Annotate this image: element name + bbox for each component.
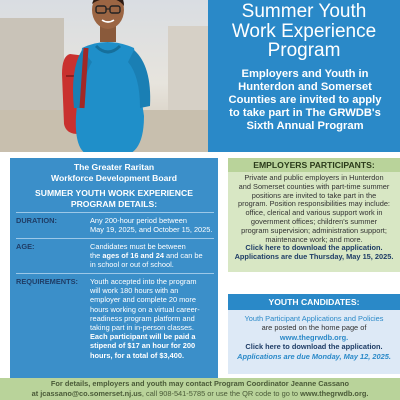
subtitle-line: Hunterdon and Somerset	[238, 81, 372, 93]
body-line: and Somerset counties with part-time summer	[238, 181, 390, 191]
stipend-line: Each participant will be paid a	[90, 332, 196, 342]
value-line	[90, 251, 216, 260]
value-line: May 19, 2025, and October 15, 2025.	[90, 225, 213, 235]
age-range: ages of 16 and 24	[102, 251, 164, 261]
requirements-label: REQUIREMENTS:	[16, 277, 79, 286]
stipend-line: stipend of $17 an hour for 200	[90, 341, 196, 351]
subtitle-line: Sixth Annual Program	[246, 120, 364, 132]
youth-download-link[interactable]: Click here to download the application.	[245, 342, 383, 352]
body-line: program supervision; administration support;	[241, 225, 387, 235]
program-details-panel	[10, 158, 218, 378]
subtitle-line: Counties are invited to apply	[228, 94, 382, 106]
org-line: The Greater Raritan	[73, 162, 155, 172]
heading-line: SUMMER YOUTH WORK EXPERIENCE	[35, 188, 193, 198]
organization-name	[10, 162, 218, 184]
age-value	[90, 242, 216, 270]
title-line: Program	[267, 40, 341, 61]
value-line: Candidates must be between	[90, 242, 186, 251]
employers-heading: EMPLOYERS PARTICIPANTS:	[228, 158, 400, 172]
program-details-heading	[10, 188, 218, 210]
youth-due-date: Applications are due Monday, May 12, 2025.	[237, 351, 391, 361]
youth-applications-link[interactable]: Youth Participant Applications and Policies	[244, 314, 384, 323]
employers-panel	[228, 158, 400, 272]
value-text: and can be	[163, 251, 203, 261]
value-line: in school or out of school.	[90, 260, 174, 270]
contact-footer	[0, 378, 400, 400]
footer-line: For details, employers and youth may contact Program Coordinator Jeanne Cassano	[50, 379, 350, 388]
stipend-line: hours, for a total of $3,400.	[90, 350, 185, 360]
employers-body	[228, 172, 400, 262]
youth-panel	[228, 294, 400, 374]
requirements-value	[90, 277, 216, 360]
body-line: office, clerical and various support work in	[245, 208, 383, 218]
employer-download-link[interactable]: Click here to download the application.	[245, 243, 383, 253]
footer-text: , call 908-541-5785 or use the QR code to go to	[141, 388, 301, 398]
youth-heading: YOUTH CANDIDATES:	[228, 294, 400, 310]
org-line: Workforce Development Board	[51, 173, 177, 183]
divider	[16, 273, 214, 274]
page-title	[208, 2, 400, 61]
value-line: Any 200-hour period between	[90, 216, 187, 225]
background-building	[168, 26, 208, 110]
youth-body	[228, 310, 400, 361]
value-line: employer and complete 20 more	[90, 295, 196, 305]
footer-website-link[interactable]: www.thegrwdb.org.	[300, 388, 369, 398]
value-line: Youth accepted into the program	[90, 277, 197, 286]
duration-value	[90, 216, 216, 234]
heading-line: PROGRAM DETAILS:	[70, 199, 158, 209]
employer-due-date: Applications are due Thursday, May 15, 2025.	[234, 252, 394, 262]
age-label: AGE:	[16, 242, 35, 251]
body-line: government offices; children's summer	[250, 216, 378, 226]
title-line: Work Experience	[231, 20, 377, 42]
subtitle-line: to take part in The GRWDB's	[229, 107, 381, 119]
body-line: maintenance work; and more.	[265, 234, 363, 244]
value-line: taking part in in-person classes.	[90, 323, 194, 333]
title-line: Summer Youth	[241, 1, 367, 22]
contact-email-link[interactable]: at jcassano@co.somerset.nj.us	[31, 388, 142, 398]
subtitle-line: Employers and Youth in	[241, 68, 369, 80]
duration-label: DURATION:	[16, 216, 57, 225]
divider	[16, 238, 214, 239]
divider	[16, 212, 214, 213]
value-line: will work 180 hours with an	[90, 286, 179, 296]
value-line: hours working on a virtual career-	[90, 304, 200, 314]
body-line: are posted on the home page of	[261, 323, 367, 333]
page-subtitle	[210, 68, 400, 133]
website-link[interactable]: www.thegrwdb.org.	[279, 332, 349, 342]
body-line: Private and public employers in Hunterdon	[244, 173, 384, 182]
value-text: the	[90, 251, 103, 261]
hero-banner	[0, 0, 400, 152]
body-line: positions are invited to take part in the	[251, 190, 377, 200]
student-figure	[52, 0, 162, 152]
body-line: program. Position responsibilities may include:	[238, 199, 390, 209]
footer-line	[32, 389, 369, 398]
student-with-backpack-photo	[0, 0, 208, 152]
value-line: readiness program platform and	[90, 313, 195, 323]
